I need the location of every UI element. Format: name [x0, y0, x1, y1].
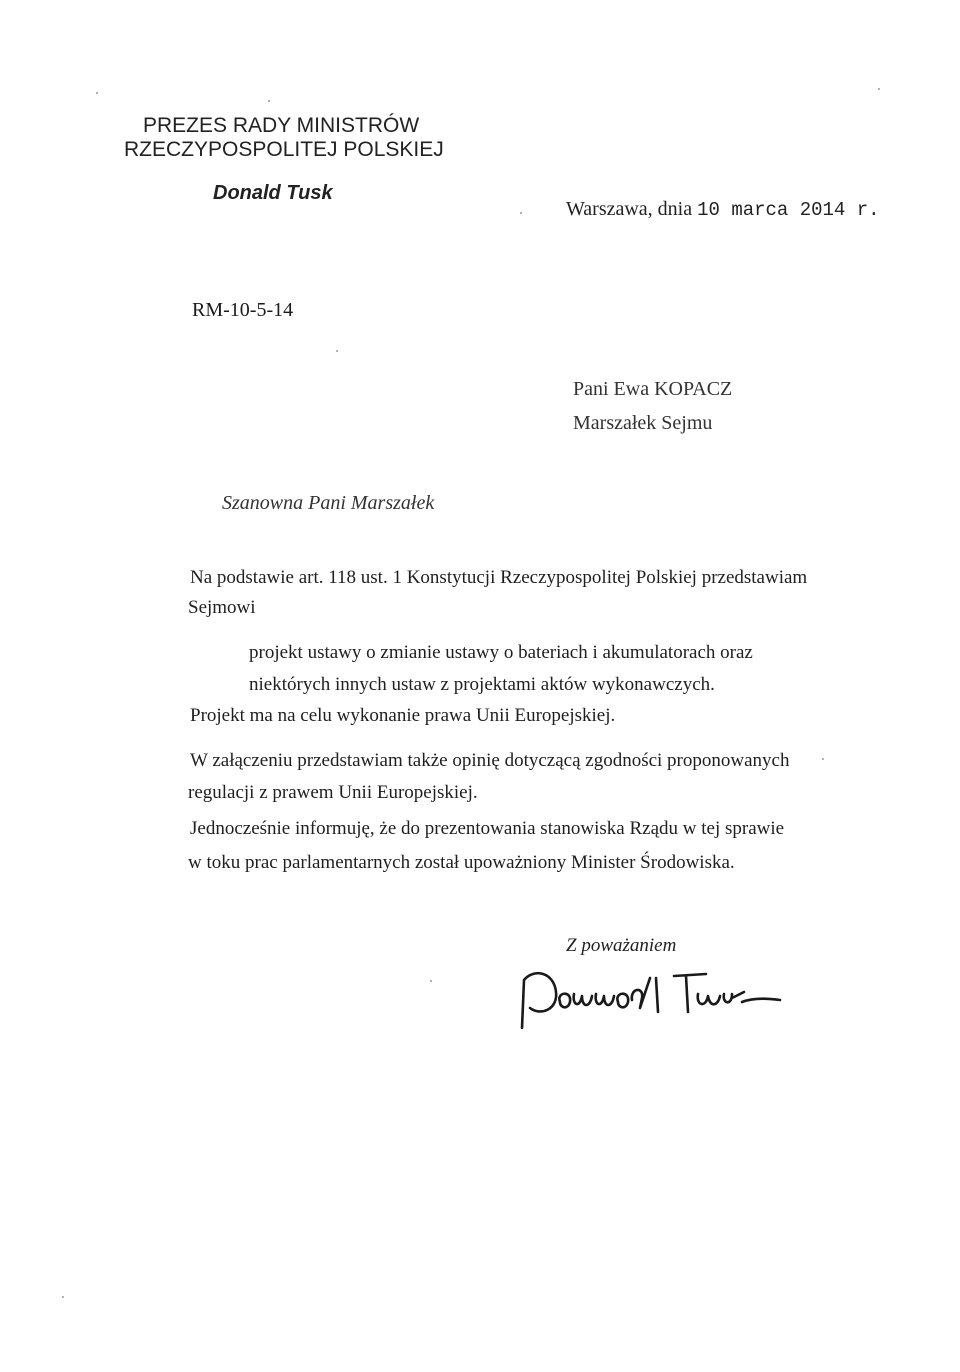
date-line — [566, 198, 880, 221]
recipient-title: Marszałek Sejmu — [573, 412, 713, 434]
date-value: 10 marca 2014 r. — [697, 199, 880, 221]
reference-number: RM-10-5-14 — [192, 299, 294, 321]
info-line-1: Jednocześnie informuję, że do prezentowania stanowiska Rządu w tej sprawie — [190, 818, 785, 839]
info-line-2: w toku prac parlamentarnych został upoważniony Minister Środowiska. — [188, 852, 735, 873]
project-title-line-1: projekt ustawy o zmianie ustawy o bateriach i akumulatorach oraz — [249, 642, 753, 663]
purpose-line: Projekt ma na celu wykonanie prawa Unii Europejskiej. — [190, 705, 616, 726]
recipient-name: Pani Ewa KOPACZ — [573, 378, 733, 400]
attachment-line-1: W załączeniu przedstawiam także opinię dotyczącą zgodności proponowanych — [190, 750, 790, 771]
office-title-line-1: PREZES RADY MINISTRÓW — [143, 114, 420, 137]
body-intro-line-2: Sejmowi — [188, 597, 256, 618]
handwritten-signature — [510, 958, 790, 1038]
salutation: Szanowna Pani Marszałek — [222, 492, 435, 514]
office-title-line-2: RZECZYPOSPOLITEJ POLSKIEJ — [124, 138, 444, 161]
project-title-line-2: niektórych innych ustaw z projektami aktów wykonawczych. — [249, 674, 715, 695]
date-place: Warszawa, dnia — [566, 198, 693, 220]
attachment-line-2: regulacji z prawem Unii Europejskiej. — [188, 782, 478, 803]
body-intro-line-1: Na podstawie art. 118 ust. 1 Konstytucji Rzeczypospolitej Polskiej przedstawiam — [190, 567, 808, 588]
closing-phrase: Z poważaniem — [566, 935, 677, 956]
letterhead-name: Donald Tusk — [213, 182, 333, 204]
